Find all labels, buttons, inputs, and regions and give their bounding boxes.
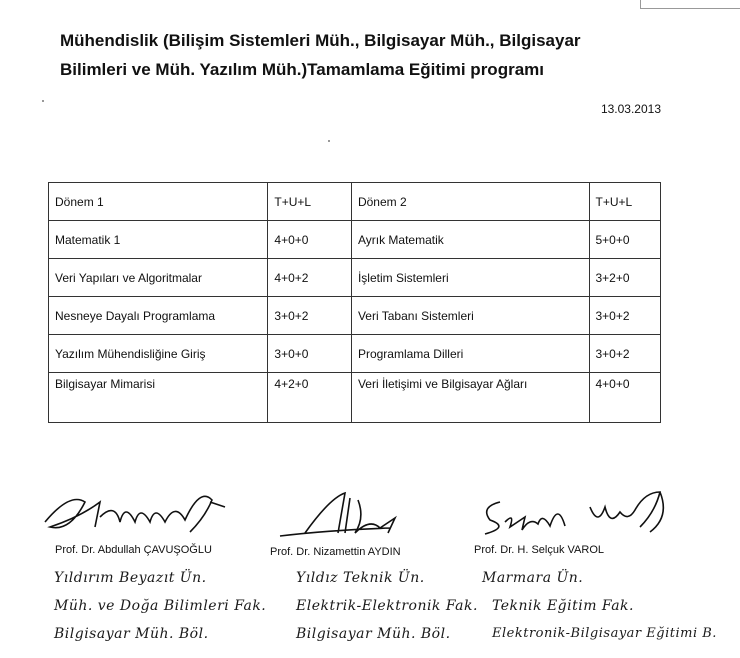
handwritten-affiliation: Yıldırım Beyazıt Ün.	[54, 570, 207, 586]
handwritten-affiliation: Elektronik-Bilgisayar Eğitimi B.	[492, 626, 717, 641]
course-term2: Ayrık Matematik	[351, 221, 589, 259]
signatory-name: Prof. Dr. Nizamettin AYDIN	[270, 546, 401, 558]
load-term2: 3+0+2	[589, 335, 661, 373]
scan-speck	[42, 100, 44, 102]
table-row	[49, 335, 661, 373]
signatory-name: Prof. Dr. H. Selçuk VAROL	[474, 544, 605, 556]
handwritten-affiliation: Yıldız Teknik Ün.	[296, 570, 425, 586]
course-term1: Nesneye Dayalı Programlama	[49, 297, 268, 335]
table-row	[49, 373, 661, 423]
title-line-2: Bilimleri ve Müh. Yazılım Müh.)Tamamlama Eğitimi programı	[60, 60, 544, 79]
load-term1: 4+0+0	[268, 221, 352, 259]
title-line-1: Mühendislik (Bilişim Sistemleri Müh., Bilgisayar Müh., Bilgisayar	[60, 31, 581, 50]
scan-speck	[328, 140, 330, 142]
signature-block-2	[270, 488, 460, 558]
course-term1: Matematik 1	[49, 221, 268, 259]
header-load2: T+U+L	[589, 183, 661, 221]
signature-scribble	[270, 488, 460, 548]
course-term2: Veri İletişimi ve Bilgisayar Ağları	[351, 373, 589, 423]
signature-scribble	[470, 482, 680, 542]
handwritten-affiliation: Teknik Eğitim Fak.	[492, 598, 634, 614]
load-term2: 3+2+0	[589, 259, 661, 297]
handwritten-affiliation: Müh. ve Doğa Bilimleri Fak.	[54, 598, 267, 614]
load-term1: 4+0+2	[268, 259, 352, 297]
course-term2: İşletim Sistemleri	[351, 259, 589, 297]
load-term2: 3+0+2	[589, 297, 661, 335]
course-term2: Veri Tabanı Sistemleri	[351, 297, 589, 335]
table-header-row	[49, 183, 661, 221]
curriculum-table	[48, 182, 661, 423]
handwritten-affiliation: Bilgisayar Müh. Böl.	[296, 626, 451, 642]
load-term1: 4+2+0	[268, 373, 352, 423]
header-term1: Dönem 1	[49, 183, 268, 221]
load-term1: 3+0+0	[268, 335, 352, 373]
course-term1: Yazılım Mühendisliğine Giriş	[49, 335, 268, 373]
course-term1: Bilgisayar Mimarisi	[49, 373, 268, 423]
load-term1: 3+0+2	[268, 297, 352, 335]
load-term2: 5+0+0	[589, 221, 661, 259]
signature-block-3	[470, 482, 680, 556]
document-title	[60, 26, 680, 84]
handwritten-affiliation: Bilgisayar Müh. Böl.	[54, 626, 209, 642]
table-row	[49, 259, 661, 297]
signature-block-1	[40, 482, 240, 556]
handwritten-affiliation: Marmara Ün.	[482, 570, 584, 586]
course-term1: Veri Yapıları ve Algoritmalar	[49, 259, 268, 297]
header-load1: T+U+L	[268, 183, 352, 221]
signature-scribble	[40, 482, 240, 542]
table-row	[49, 297, 661, 335]
course-term2: Programlama Dilleri	[351, 335, 589, 373]
page-corner-mark	[640, 0, 740, 9]
signatory-name: Prof. Dr. Abdullah ÇAVUŞOĞLU	[55, 544, 212, 556]
document-date: 13.03.2013	[600, 102, 661, 116]
load-term2: 4+0+0	[589, 373, 661, 423]
header-term2: Dönem 2	[351, 183, 589, 221]
handwritten-affiliation: Elektrik-Elektronik Fak.	[296, 598, 478, 614]
table-row	[49, 221, 661, 259]
